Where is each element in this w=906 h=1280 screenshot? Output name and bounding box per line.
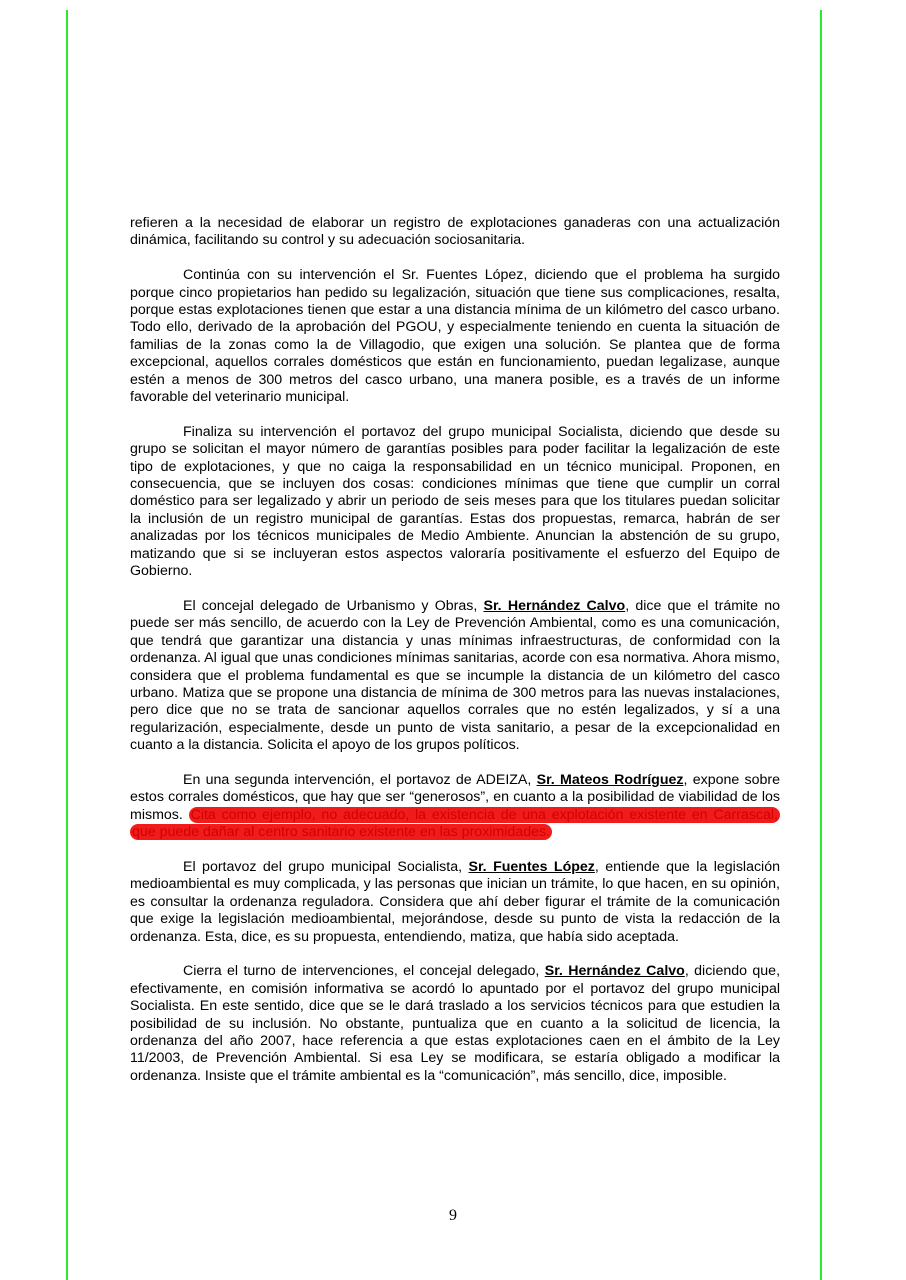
paragraph-3: Finaliza su intervención el portavoz del grupo municipal Socialista, diciendo que desde su grupo se solicitan el mayor número de garantías posibles para poder facilitar la legalización de este tipo de explotaciones, y que no caiga la responsabilidad en un técnico municipal. Proponen, en consecuencia, que se incluyen dos cosas: condiciones mínimas que tiene que cumplir un corral doméstico para ser legalizado y abrir un periodo de seis meses para que los titulares puedan solicitar la inclusión de un registro municipal de garantías. Estas dos propuestas, remarca, habrán de ser analizadas por los técnicos municipales de Medio Ambiente. Anuncian la abstención de su grupo, matizando que si se incluyeran estos aspectos valoraría positivamente el esfuerzo del Equipo de Gobierno. — [130, 423, 780, 580]
paragraph-4 — [130, 598, 780, 755]
speaker-name-hernandez-calvo: Sr. Hernández Calvo — [483, 597, 626, 614]
paragraph-2: Continúa con su intervención el Sr. Fuentes López, diciendo que el problema ha surgido porque cinco propietarios han pedido su legalización, situación que tiene sus complicaciones, resalta, porque estas explotaciones tienen que estar a una distancia mínima de un kilómetro del casco urbano. Todo ello, derivado de la aprobación del PGOU, y especialmente teniendo en cuenta la situación de familias de la zonas como la de Villagodio, que exigen una solución. Se plantea que de forma excepcional, aquellos corrales domésticos que están en funcionamiento, puedan legalizase, aunque estén a menos de 300 metros del casco urbano, una manera posible, es a través de un informe favorable del veterinario municipal. — [130, 267, 780, 406]
speaker-name-fuentes-lopez: Sr. Fuentes López — [468, 858, 595, 875]
page-number: 9 — [449, 1207, 457, 1224]
paragraph-1: refieren a la necesidad de elaborar un registro de explotaciones ganaderas con una actualización dinámica, facilitando su control y su adecuación sociosanitaria. — [130, 215, 780, 249]
left-margin-line — [66, 10, 68, 1280]
paragraph-7-before: Cierra el turno de intervenciones, el concejal delegado, — [183, 963, 545, 980]
highlighted-text: Cita como ejemplo, no adecuado, la existencia de una explotación existente en Carrascal, que puede dañar al centro sanitario existente en las proximidades. — [132, 806, 778, 841]
speaker-name-mateos-rodriguez: Sr. Mateos Rodríguez — [536, 771, 684, 788]
paragraph-5-before: En una segunda intervención, el portavoz de ADEIZA, — [183, 771, 537, 788]
paragraph-7-after: , diciendo que, efectivamente, en comisión informativa se acordó lo apuntado por el portavoz del grupo municipal Socialista. En este sentido, dice que se le dará traslado a los servicios técnicos para que estudien la posibilidad de su inclusión. No obstante, puntualiza que en cuanto a la solicitud de licencia, la ordenanza del año 2007, hace referencia a que estas explotaciones caen en el ámbito de la Ley 11/2003, de Prevención Ambiental. Si esa Ley se modificara, se estaría obligado a modificar la ordenanza. Insiste que el trámite ambiental es la “comunicación”, más sencillo, dice, imposible. — [130, 963, 781, 1084]
paragraph-6-before: El portavoz del grupo municipal Socialista, — [183, 858, 469, 875]
speaker-name-hernandez-calvo-2: Sr. Hernández Calvo — [544, 963, 685, 980]
paragraph-4-after: , dice que el trámite no puede ser más sencillo, de acuerdo con la Ley de Prevención Ambiental, como es una comunicación, que tendrá que garantizar una distancia y unas mínimas infraestructuras, de conformidad con la ordenanza. Al igual que unas condiciones mínimas sanitarias, acorde con esa normativa. Ahora mismo, considera que el problema fundamental es que se incumple la distancia de un kilómetro del casco urbano. Matiza que se propone una distancia de mínima de 300 metros para las nuevas instalaciones, pero dice que no se trata de sancionar aquellos corrales que no estén legalizados, y sí a una regularización, especialmente, desde un punto de vista sanitario, a pesar de la excepcionalidad en cuanto a la distancia. Solicita el apoyo de los grupos políticos. — [130, 597, 780, 754]
paragraph-6 — [130, 859, 780, 946]
paragraph-5-after: , expone sobre estos corrales domésticos, que hay que ser “generosos”, en cuanto a la posibilidad de viabilidad de los mismos. — [130, 771, 781, 823]
right-margin-line — [820, 10, 822, 1280]
paragraph-5 — [130, 772, 780, 842]
paragraph-4-before: El concejal delegado de Urbanismo y Obras, — [183, 597, 484, 614]
paragraph-7 — [130, 963, 780, 1085]
document-body — [130, 215, 780, 1103]
paragraph-6-after: , entiende que la legislación medioambiental es muy complicada, y las personas que inician un trámite, lo que hacen, en su opinión, es consultar la ordenanza reguladora. Considera que ahí deber figurar el trámite de la comunicación que exige la legislación medioambiental, mejorándose, desde su punto de vista la redacción de la ordenanza. Esta, dice, es su propuesta, entendiendo, matiza, que había sido aceptada. — [130, 858, 780, 945]
